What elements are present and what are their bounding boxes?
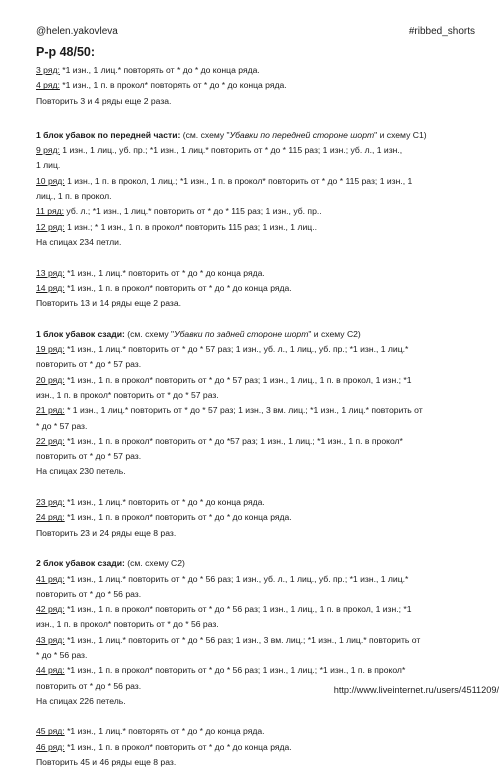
- row-text: *1 изн., 1 лиц.* повторить от * до * 57 раз; 1 изн., уб. л., 1 лиц., уб. пр.; *1 изн., 1 лиц.*: [64, 344, 409, 355]
- row-46: [36, 740, 476, 755]
- row-11: [36, 204, 476, 219]
- row-22-cont: повторить от * до * 57 раз.: [36, 451, 142, 462]
- row-10-cont: лиц., 1 п. в прокол.: [36, 191, 112, 202]
- row-text: уб. л.; *1 изн., 1 лиц.* повторить от * до * 115 раз; 1 изн., уб. пр..: [64, 206, 322, 217]
- row-label: 12 ряд:: [36, 221, 65, 232]
- repeat-instruction: Повторить 13 и 14 ряды еще 2 раза.: [36, 298, 181, 309]
- row-text: *1 изн., 1 п. в прокол* повторить от * до * 56 раз; 1 изн., 1 лиц., 1 п. в прокол, 1 изн.; *1: [64, 604, 412, 615]
- row-45: [36, 724, 476, 739]
- block-heading: [36, 128, 476, 143]
- row-label: 9 ряд:: [36, 145, 60, 156]
- row-12: [36, 220, 476, 235]
- block-ref: (см. схему ": [180, 129, 230, 140]
- repeat-instruction: Повторить 23 и 24 ряды еще 8 раз.: [36, 527, 177, 538]
- row-text: *1 изн., 1 п. в прокол* повторить от * до * 57 раз; 1 изн., 1 лиц., 1 п. в прокол, 1 изн.; *1: [64, 374, 412, 385]
- row-text: *1 изн., 1 п. в прокол* повторить от * до * до конца ряда.: [64, 282, 292, 293]
- page-header: [36, 26, 475, 37]
- source-watermark-link[interactable]: http://www.liveinternet.ru/users/4511209/: [333, 685, 499, 695]
- row-42: [36, 602, 476, 617]
- row-text: *1 изн., 1 п. в прокол* повторить от * до * до конца ряда.: [64, 741, 292, 752]
- stitch-total: На спицах 226 петель.: [36, 695, 126, 706]
- stitch-total: На спицах 230 петель.: [36, 466, 126, 477]
- row-44-cont: повторить от * до * 56 раз.: [36, 680, 142, 691]
- row-label: 42 ряд:: [36, 604, 65, 615]
- block-ref-chart-name: Убавки по передней стороне шорт: [229, 129, 375, 140]
- row-21: [36, 403, 476, 418]
- repeat-instruction: Повторить 45 и 46 ряды еще 8 раз.: [36, 757, 177, 768]
- row-10: [36, 174, 476, 189]
- block-ref: (см. схему С2): [124, 558, 185, 569]
- row-text: * 1 изн., 1 лиц.* повторить от * до * 57 раз; 1 изн., 3 вм. лиц.; *1 изн., 1 лиц.* повторить от: [64, 405, 423, 416]
- row-14: [36, 281, 476, 296]
- row-9: [36, 143, 476, 158]
- block-title: 1 блок убавок по передней части:: [36, 129, 181, 140]
- row-label: 13 ряд:: [36, 267, 65, 278]
- row-3: [36, 63, 476, 78]
- row-21-cont: * до * 57 раз.: [36, 420, 88, 431]
- block-heading: [36, 556, 476, 571]
- repeat-instruction: Повторить 3 и 4 ряды еще 2 раза.: [36, 95, 172, 106]
- row-text: *1 изн., 1 п. в прокол* повторить от * до * до конца ряда.: [64, 512, 292, 523]
- row-label: 45 ряд:: [36, 726, 65, 737]
- row-label: 20 ряд:: [36, 374, 65, 385]
- row-label: 46 ряд:: [36, 741, 65, 752]
- row-text: 1 изн., 1 п. в прокол, 1 лиц.; *1 изн., 1 п. в прокол* повторить от * до * 115 раз; 1 изн., 1: [64, 175, 413, 186]
- row-4: [36, 78, 476, 93]
- row-label: 22 ряд:: [36, 435, 65, 446]
- size-title: Р-р 48/50:: [36, 45, 96, 59]
- row-44: [36, 663, 476, 678]
- row-text: *1 изн., 1 лиц.* повторить от * до * 56 раз; 1 изн., уб. л., 1 лиц., уб. пр.; *1 изн., 1 лиц.*: [64, 573, 409, 584]
- block-heading: [36, 327, 476, 342]
- row-9-cont: 1 лиц.: [36, 160, 61, 171]
- row-20-cont: изн., 1 п. в прокол* повторить от * до * 57 раз.: [36, 389, 219, 400]
- row-43: [36, 633, 476, 648]
- stitch-total: На спицах 234 петли.: [36, 236, 122, 247]
- row-text: *1 изн., 1 лиц.* повторять от * до * до конца ряда.: [59, 65, 260, 75]
- row-20: [36, 373, 476, 388]
- row-text: *1 изн., 1 лиц.* повторить от * до * до конца ряда.: [64, 497, 265, 508]
- row-text: *1 изн., 1 лиц.* повторить от * до * до конца ряда.: [64, 267, 265, 278]
- row-24: [36, 510, 476, 525]
- row-43-cont: * до * 56 раз.: [36, 649, 88, 660]
- row-label: 14 ряд:: [36, 282, 65, 293]
- block-ref-chart-name: Убавки по задней стороне шорт: [174, 328, 309, 339]
- block-ref: (см. схему ": [124, 328, 175, 339]
- row-41-cont: повторить от * до * 56 раз.: [36, 588, 142, 599]
- row-13: [36, 266, 476, 281]
- row-label: 19 ряд:: [36, 344, 65, 355]
- row-text: *1 изн., 1 п. в прокол* повторить от * до *57 раз; 1 изн., 1 лиц.; *1 изн., 1 п. в прокол*: [64, 435, 403, 446]
- row-label: 4 ряд:: [36, 80, 60, 91]
- row-label: 24 ряд:: [36, 512, 65, 523]
- row-text: *1 изн., 1 п. в прокол* повторить от * до * 56 раз; 1 изн., 1 лиц.; *1 изн., 1 п. в прокол*: [64, 665, 406, 676]
- row-label: 21 ряд:: [36, 405, 65, 416]
- row-42-cont: изн., 1 п. в прокол* повторить от * до * 56 раз.: [36, 619, 219, 630]
- row-label: 41 ряд:: [36, 573, 65, 584]
- row-text: 1 изн., 1 лиц., уб. пр.; *1 изн., 1 лиц.* повторить от * до * 115 раз; 1 изн.; уб. л., 1 изн.,: [59, 145, 403, 156]
- block-title: 2 блок убавок сзади:: [36, 558, 125, 569]
- block-title: 1 блок убавок сзади:: [36, 328, 125, 339]
- pattern-text: [36, 63, 476, 770]
- row-text: *1 изн., 1 лиц.* повторить от * до * 56 раз; 1 изн., 3 вм. лиц.; *1 изн., 1 лиц.* повторить от: [64, 634, 421, 645]
- block-ref: " и схему С1): [374, 129, 427, 140]
- row-text: 1 изн.; * 1 изн., 1 п. в прокол* повторить 115 раз; 1 изн., 1 лиц..: [64, 221, 317, 232]
- author-handle: @helen.yakovleva: [36, 26, 118, 37]
- row-19: [36, 342, 476, 357]
- row-label: 10 ряд:: [36, 175, 65, 186]
- row-text: *1 изн., 1 п. в прокол* повторять от * до * до конца ряда.: [59, 80, 287, 91]
- hashtag: #ribbed_shorts: [408, 26, 475, 37]
- row-label: 11 ряд:: [36, 206, 65, 217]
- row-label: 23 ряд:: [36, 497, 65, 508]
- row-label: 44 ряд:: [36, 665, 65, 676]
- row-text: *1 изн., 1 лиц.* повторять от * до * до конца ряда.: [64, 726, 265, 737]
- row-label: 43 ряд:: [36, 634, 65, 645]
- row-19-cont: повторить от * до * 57 раз.: [36, 359, 142, 370]
- row-22: [36, 434, 476, 449]
- row-label: 3 ряд:: [36, 65, 60, 75]
- row-41: [36, 572, 476, 587]
- row-23: [36, 495, 476, 510]
- block-ref: " и схему С2): [308, 328, 361, 339]
